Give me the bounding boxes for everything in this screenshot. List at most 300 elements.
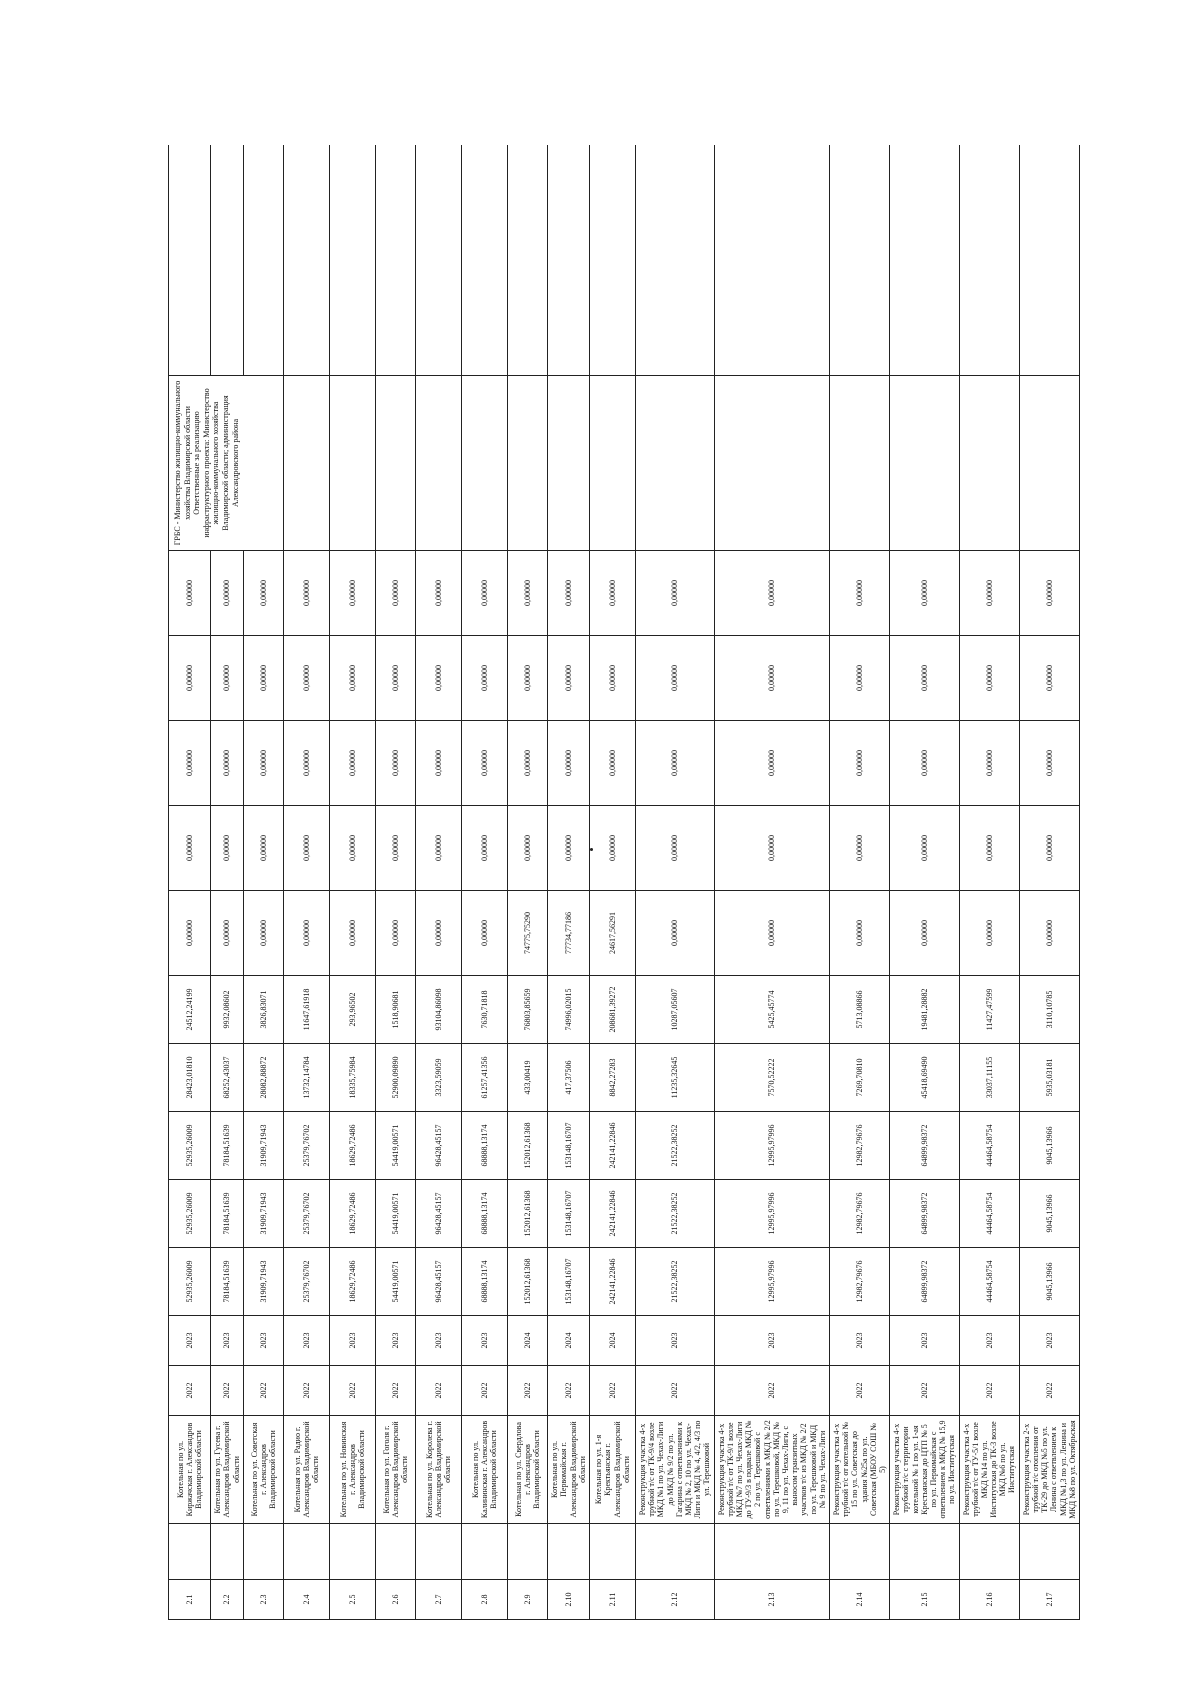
cost-6: 0,00000: [462, 806, 508, 891]
cost-5: 0,00000: [829, 891, 889, 976]
table-row: [636, 145, 715, 1620]
cost-9: 0,00000: [829, 551, 889, 636]
empty-cell: [169, 1524, 211, 1580]
cost-4: 76803,85659: [508, 976, 548, 1044]
object-name: Котельная по ул. Свердлова г. Александров Владимирской области: [508, 1416, 548, 1524]
cost-5: 0,00000: [636, 891, 715, 976]
cost-3: 13732,14784: [284, 1044, 330, 1112]
cost-4: 5425,45774: [714, 976, 829, 1044]
end-year: 2024: [548, 1316, 590, 1366]
cost-7: 0,00000: [1019, 721, 1079, 806]
cost-6: 0,00000: [508, 806, 548, 891]
start-year: 2022: [284, 1366, 330, 1416]
empty-cell: [508, 1524, 548, 1580]
empty-cell: [284, 376, 330, 551]
empty-cell: [829, 376, 889, 551]
cost-8: 0,00000: [211, 636, 244, 721]
empty-cell: [1019, 145, 1079, 376]
start-year: 2022: [590, 1366, 636, 1416]
start-year: 2022: [169, 1366, 211, 1416]
cost-6: 0,00000: [169, 806, 211, 891]
cost-3: 3323,59059: [416, 1044, 462, 1112]
total-cost: 9045,13966: [1019, 1248, 1079, 1316]
object-name: Котельная по ул. Киржачская г. Александров Владимирской области: [169, 1416, 211, 1524]
cost-7: 0,00000: [284, 721, 330, 806]
grbs-note: ГРБС - Министерство жилищно-коммунального хозяйства Владимирской области Ответственные за реализацию инфраструктурного проекта: Министерство жилищно-коммунального хозяйства Владимирской области; администрация Александровского района: [169, 376, 284, 551]
cost-5: 77734,77186: [548, 891, 590, 976]
empty-cell: [636, 145, 715, 376]
cost-5: 74775,75290: [508, 891, 548, 976]
cost-4: 1518,90681: [376, 976, 416, 1044]
cost-2: 52935,26009: [169, 1112, 211, 1180]
cost-3: 52900,09890: [376, 1044, 416, 1112]
cost-8: 0,00000: [590, 636, 636, 721]
object-name: Реконструкция участка 4-х трубной т/с от ТК-9/1 возле МКД №7 по ул. Чехах-Лиги до ТУ-9/3 в подвале МКД № 2 по ул. Терешковой с ответвлениями к МКД № 2/2 по ул. Терешковой, МКД № 9, 11 по ул. Чехах-Лиги, с выносом транзитных участков т/с из МКД № 2/2 по ул. Терешковой и МКД № 9 по ул. Чехах-Лиги: [714, 1416, 829, 1524]
cost-1: 12995,97996: [714, 1180, 829, 1248]
cost-8: 0,00000: [330, 636, 376, 721]
cost-9: 0,00000: [1019, 551, 1079, 636]
cost-3: 8842,27283: [590, 1044, 636, 1112]
table-row: [462, 145, 508, 1620]
cost-5: 0,00000: [284, 891, 330, 976]
cost-1: 78184,51639: [211, 1180, 244, 1248]
cost-7: 0,00000: [508, 721, 548, 806]
object-name: Котельная по ул. Гусева г. Александров Владимирской области: [211, 1416, 244, 1524]
cost-8: 0,00000: [959, 636, 1019, 721]
cost-8: 0,00000: [1019, 636, 1079, 721]
total-cost: 153148,16707: [548, 1248, 590, 1316]
cost-4: 7630,71818: [462, 976, 508, 1044]
cost-9: 0,00000: [376, 551, 416, 636]
cost-3: 28082,88872: [244, 1044, 284, 1112]
row-number: 2.11: [590, 1580, 636, 1620]
cost-9: 0,00000: [330, 551, 376, 636]
end-year: 2023: [244, 1316, 284, 1366]
cost-9: 0,00000: [244, 551, 284, 636]
cost-6: 0,00000: [416, 806, 462, 891]
cost-1: 54419,00571: [376, 1180, 416, 1248]
cost-5: 0,00000: [462, 891, 508, 976]
row-number: 2.7: [416, 1580, 462, 1620]
object-name: Реконструкция участка 2-х трубной т/с отопления от ТК-29 до МКД №5 по ул. Ленина с ответвлением к МКД №1,3 по ул. Ленина и МКД №8 по ул. Октябрьская: [1019, 1416, 1079, 1524]
cost-1: 96428,45157: [416, 1180, 462, 1248]
empty-cell: [508, 145, 548, 376]
empty-cell: [462, 1524, 508, 1580]
end-year: 2023: [959, 1316, 1019, 1366]
cost-5: 0,00000: [376, 891, 416, 976]
cost-4: 11647,61918: [284, 976, 330, 1044]
cost-3: 68252,43037: [211, 1044, 244, 1112]
cost-6: 0,00000: [959, 806, 1019, 891]
cost-6: 0,00000: [1019, 806, 1079, 891]
cost-3: 33037,11155: [959, 1044, 1019, 1112]
empty-cell: [330, 145, 376, 376]
cost-8: 0,00000: [169, 636, 211, 721]
cost-6: 0,00000: [590, 806, 636, 891]
end-year: 2023: [829, 1316, 889, 1366]
end-year: 2023: [890, 1316, 959, 1366]
table-row: [548, 145, 590, 1620]
table-row: [211, 145, 244, 1620]
cost-3: 18335,75984: [330, 1044, 376, 1112]
table-body: [169, 145, 1080, 1620]
cost-6: 0,00000: [890, 806, 959, 891]
cost-3: 433,00419: [508, 1044, 548, 1112]
cost-5: 0,00000: [890, 891, 959, 976]
object-name: Котельная по ул. Калининская г. Александров Владимирской области: [462, 1416, 508, 1524]
cost-5: 0,00000: [169, 891, 211, 976]
row-number: 2.5: [330, 1580, 376, 1620]
empty-cell: [330, 1524, 376, 1580]
empty-cell: [284, 1524, 330, 1580]
end-year: 2023: [714, 1316, 829, 1366]
table-row: [829, 145, 889, 1620]
cost-4: 24512,24199: [169, 976, 211, 1044]
empty-cell: [890, 1524, 959, 1580]
cost-4: 208681,39272: [590, 976, 636, 1044]
cost-1: 21522,38252: [636, 1180, 715, 1248]
cost-4: 74996,02015: [548, 976, 590, 1044]
row-number: 2.10: [548, 1580, 590, 1620]
end-year: 2023: [1019, 1316, 1079, 1366]
row-number: 2.16: [959, 1580, 1019, 1620]
end-year: 2023: [376, 1316, 416, 1366]
empty-cell: [462, 145, 508, 376]
empty-cell: [714, 376, 829, 551]
table-row: [1019, 145, 1079, 1620]
row-number: 2.14: [829, 1580, 889, 1620]
cost-8: 0,00000: [376, 636, 416, 721]
cost-6: 0,00000: [284, 806, 330, 891]
object-name: Котельная по ул. Королева г. Александров Владимирской области: [416, 1416, 462, 1524]
total-cost: 25379,76702: [284, 1248, 330, 1316]
cost-5: 0,00000: [714, 891, 829, 976]
end-year: 2024: [508, 1316, 548, 1366]
row-number: 2.13: [714, 1580, 829, 1620]
total-cost: 54419,00571: [376, 1248, 416, 1316]
cost-8: 0,00000: [829, 636, 889, 721]
cost-1: 68888,13174: [462, 1180, 508, 1248]
row-number: 2.15: [890, 1580, 959, 1620]
row-number: 2.1: [169, 1580, 211, 1620]
cost-4: 293,96502: [330, 976, 376, 1044]
cost-7: 0,00000: [590, 721, 636, 806]
empty-cell: [211, 145, 244, 376]
table-row: [416, 145, 462, 1620]
cost-3: 45418,69490: [890, 1044, 959, 1112]
start-year: 2022: [211, 1366, 244, 1416]
cost-8: 0,00000: [416, 636, 462, 721]
start-year: 2022: [244, 1366, 284, 1416]
empty-cell: [636, 1524, 715, 1580]
empty-cell: [211, 1524, 244, 1580]
cost-8: 0,00000: [284, 636, 330, 721]
row-number: 2.4: [284, 1580, 330, 1620]
cost-9: 0,00000: [508, 551, 548, 636]
cost-2: 21522,38252: [636, 1112, 715, 1180]
cost-2: 152012,61368: [508, 1112, 548, 1180]
cost-8: 0,00000: [890, 636, 959, 721]
cost-4: 11427,47599: [959, 976, 1019, 1044]
row-number: 2.17: [1019, 1580, 1079, 1620]
row-number: 2.8: [462, 1580, 508, 1620]
total-cost: 78184,51639: [211, 1248, 244, 1316]
empty-cell: [959, 376, 1019, 551]
total-cost: 21522,38252: [636, 1248, 715, 1316]
cost-1: 64899,98372: [890, 1180, 959, 1248]
object-name: Реконструкция участка 4-х трубной т/с от ТУ-5/1 возле МКД №14 по ул. Институтская до ТК-3 возле МКД №6 по ул. Институтская: [959, 1416, 1019, 1524]
empty-cell: [548, 145, 590, 376]
cost-4: 3110,10785: [1019, 976, 1079, 1044]
cost-4: 93104,86098: [416, 976, 462, 1044]
cost-6: 0,00000: [548, 806, 590, 891]
total-cost: 68888,13174: [462, 1248, 508, 1316]
start-year: 2022: [376, 1366, 416, 1416]
empty-cell: [376, 376, 416, 551]
cost-2: 25379,76702: [284, 1112, 330, 1180]
cost-3: 7570,52222: [714, 1044, 829, 1112]
start-year: 2022: [330, 1366, 376, 1416]
table-row: [508, 145, 548, 1620]
row-number: 2.12: [636, 1580, 715, 1620]
table-row: [959, 145, 1019, 1620]
empty-cell: [244, 1524, 284, 1580]
cost-6: 0,00000: [244, 806, 284, 891]
object-name: Котельная по ул. Советская г. Александров Владимирской области: [244, 1416, 284, 1524]
end-year: 2024: [590, 1316, 636, 1366]
cost-2: 12995,97996: [714, 1112, 829, 1180]
cost-4: 3826,83071: [244, 976, 284, 1044]
empty-cell: [548, 1524, 590, 1580]
cost-9: 0,00000: [714, 551, 829, 636]
total-cost: 31909,71943: [244, 1248, 284, 1316]
cost-2: 153148,16707: [548, 1112, 590, 1180]
object-name: Котельная по ул. 1-я Кректьянская г. Александров Владимирской области: [590, 1416, 636, 1524]
empty-cell: [376, 1524, 416, 1580]
cost-7: 0,00000: [714, 721, 829, 806]
start-year: 2022: [890, 1366, 959, 1416]
empty-cell: [590, 145, 636, 376]
end-year: 2023: [416, 1316, 462, 1366]
object-name: Котельная по ул. Радио г. Александров Владимирской области: [284, 1416, 330, 1524]
cost-2: 18629,72486: [330, 1112, 376, 1180]
cost-2: 54419,00571: [376, 1112, 416, 1180]
object-name: Реконструкция участка 4-х трубной т/с от котельной № 15 по ул. Советская до здания №25а по ул. Советская (МБОУ СОШ № 5): [829, 1416, 889, 1524]
start-year: 2022: [636, 1366, 715, 1416]
empty-cell: [636, 376, 715, 551]
cost-2: 96428,45157: [416, 1112, 462, 1180]
cost-1: 31909,71943: [244, 1180, 284, 1248]
cost-4: 19481,28882: [890, 976, 959, 1044]
cost-9: 0,00000: [462, 551, 508, 636]
end-year: 2023: [462, 1316, 508, 1366]
empty-cell: [829, 145, 889, 376]
cost-8: 0,00000: [508, 636, 548, 721]
cost-3: 61257,41356: [462, 1044, 508, 1112]
empty-cell: [462, 376, 508, 551]
total-cost: 18629,72486: [330, 1248, 376, 1316]
empty-cell: [330, 376, 376, 551]
empty-cell: [829, 1524, 889, 1580]
table-row: [169, 145, 211, 1620]
cost-9: 0,00000: [590, 551, 636, 636]
cost-1: 52935,26009: [169, 1180, 211, 1248]
total-cost: 64899,98372: [890, 1248, 959, 1316]
cost-8: 0,00000: [636, 636, 715, 721]
cost-1: 25379,76702: [284, 1180, 330, 1248]
cost-7: 0,00000: [890, 721, 959, 806]
cost-9: 0,00000: [890, 551, 959, 636]
cost-7: 0,00000: [169, 721, 211, 806]
row-number: 2.3: [244, 1580, 284, 1620]
empty-cell: [714, 1524, 829, 1580]
cost-1: 242141,22846: [590, 1180, 636, 1248]
end-year: 2023: [169, 1316, 211, 1366]
start-year: 2022: [714, 1366, 829, 1416]
cost-7: 0,00000: [330, 721, 376, 806]
cost-1: 12982,79676: [829, 1180, 889, 1248]
cost-4: 5713,08866: [829, 976, 889, 1044]
row-number: 2.2: [211, 1580, 244, 1620]
empty-cell: [169, 145, 211, 376]
cost-8: 0,00000: [462, 636, 508, 721]
cost-8: 0,00000: [244, 636, 284, 721]
cost-2: 68888,13174: [462, 1112, 508, 1180]
cost-5: 0,00000: [330, 891, 376, 976]
cost-2: 64899,98372: [890, 1112, 959, 1180]
cost-3: 5935,03181: [1019, 1044, 1079, 1112]
cost-2: 9045,13966: [1019, 1112, 1079, 1180]
cost-5: 24617,56291: [590, 891, 636, 976]
total-cost: 152012,61368: [508, 1248, 548, 1316]
empty-cell: [890, 145, 959, 376]
total-cost: 12995,97996: [714, 1248, 829, 1316]
empty-cell: [590, 376, 636, 551]
cost-9: 0,00000: [211, 551, 244, 636]
object-name: Котельная по ул. Гоголя г. Александров Владимирской области: [376, 1416, 416, 1524]
start-year: 2022: [548, 1366, 590, 1416]
object-name: Котельная по ул. Новинская г. Александров Владимирской области: [330, 1416, 376, 1524]
empty-cell: [548, 376, 590, 551]
empty-cell: [416, 1524, 462, 1580]
cost-4: 10287,05607: [636, 976, 715, 1044]
empty-cell: [1019, 1524, 1079, 1580]
cost-2: 31909,71943: [244, 1112, 284, 1180]
cost-1: 44464,58754: [959, 1180, 1019, 1248]
end-year: 2023: [330, 1316, 376, 1366]
object-name: Котельная по ул. Первомайская г. Александров Владимирской области: [548, 1416, 590, 1524]
empty-cell: [959, 145, 1019, 376]
empty-cell: [416, 376, 462, 551]
empty-cell: [376, 145, 416, 376]
total-cost: 12982,79676: [829, 1248, 889, 1316]
cost-5: 0,00000: [211, 891, 244, 976]
cost-4: 9932,08602: [211, 976, 244, 1044]
cost-3: 28423,01810: [169, 1044, 211, 1112]
table-row: [376, 145, 416, 1620]
row-number: 2.6: [376, 1580, 416, 1620]
empty-cell: [714, 145, 829, 376]
table-row: [244, 145, 284, 1620]
start-year: 2022: [508, 1366, 548, 1416]
cost-5: 0,00000: [244, 891, 284, 976]
start-year: 2022: [959, 1366, 1019, 1416]
empty-cell: [590, 1524, 636, 1580]
start-year: 2022: [462, 1366, 508, 1416]
table-frame: [168, 145, 1080, 1620]
cost-1: 18629,72486: [330, 1180, 376, 1248]
cost-7: 0,00000: [462, 721, 508, 806]
cost-1: 152012,61368: [508, 1180, 548, 1248]
cost-7: 0,00000: [244, 721, 284, 806]
cost-5: 0,00000: [416, 891, 462, 976]
empty-cell: [416, 145, 462, 376]
empty-cell: [959, 1524, 1019, 1580]
empty-cell: [244, 145, 284, 376]
cost-2: 242141,22846: [590, 1112, 636, 1180]
empty-cell: [508, 376, 548, 551]
table-row: [890, 145, 959, 1620]
table-row: [330, 145, 376, 1620]
total-cost: 44464,58754: [959, 1248, 1019, 1316]
cost-5: 0,00000: [1019, 891, 1079, 976]
start-year: 2022: [829, 1366, 889, 1416]
empty-cell: [890, 376, 959, 551]
total-cost: 96428,45157: [416, 1248, 462, 1316]
rotated-page: [168, 145, 1080, 1620]
end-year: 2023: [636, 1316, 715, 1366]
cost-9: 0,00000: [416, 551, 462, 636]
cost-8: 0,00000: [714, 636, 829, 721]
cost-7: 0,00000: [416, 721, 462, 806]
start-year: 2022: [416, 1366, 462, 1416]
cost-2: 12982,79676: [829, 1112, 889, 1180]
cost-6: 0,00000: [714, 806, 829, 891]
cost-6: 0,00000: [376, 806, 416, 891]
cost-9: 0,00000: [548, 551, 590, 636]
cost-7: 0,00000: [548, 721, 590, 806]
cost-2: 78184,51639: [211, 1112, 244, 1180]
end-year: 2023: [211, 1316, 244, 1366]
cost-7: 0,00000: [959, 721, 1019, 806]
cost-6: 0,00000: [829, 806, 889, 891]
cost-9: 0,00000: [284, 551, 330, 636]
start-year: 2022: [1019, 1366, 1079, 1416]
table-row: [714, 145, 829, 1620]
cost-3: 417,37506: [548, 1044, 590, 1112]
cost-7: 0,00000: [829, 721, 889, 806]
cost-1: 153148,16707: [548, 1180, 590, 1248]
cost-7: 0,00000: [211, 721, 244, 806]
cost-8: 0,00000: [548, 636, 590, 721]
total-cost: 52935,26009: [169, 1248, 211, 1316]
cost-3: 11235,32645: [636, 1044, 715, 1112]
cost-9: 0,00000: [959, 551, 1019, 636]
cost-7: 0,00000: [376, 721, 416, 806]
cost-7: 0,00000: [636, 721, 715, 806]
total-cost: 242141,22846: [590, 1248, 636, 1316]
cost-6: 0,00000: [330, 806, 376, 891]
projects-table: [168, 145, 1080, 1620]
cost-5: 0,00000: [959, 891, 1019, 976]
end-year: 2023: [284, 1316, 330, 1366]
cost-3: 7269,70810: [829, 1044, 889, 1112]
row-number: 2.9: [508, 1580, 548, 1620]
cost-6: 0,00000: [636, 806, 715, 891]
cost-6: 0,00000: [211, 806, 244, 891]
cost-2: 44464,58754: [959, 1112, 1019, 1180]
cost-9: 0,00000: [636, 551, 715, 636]
